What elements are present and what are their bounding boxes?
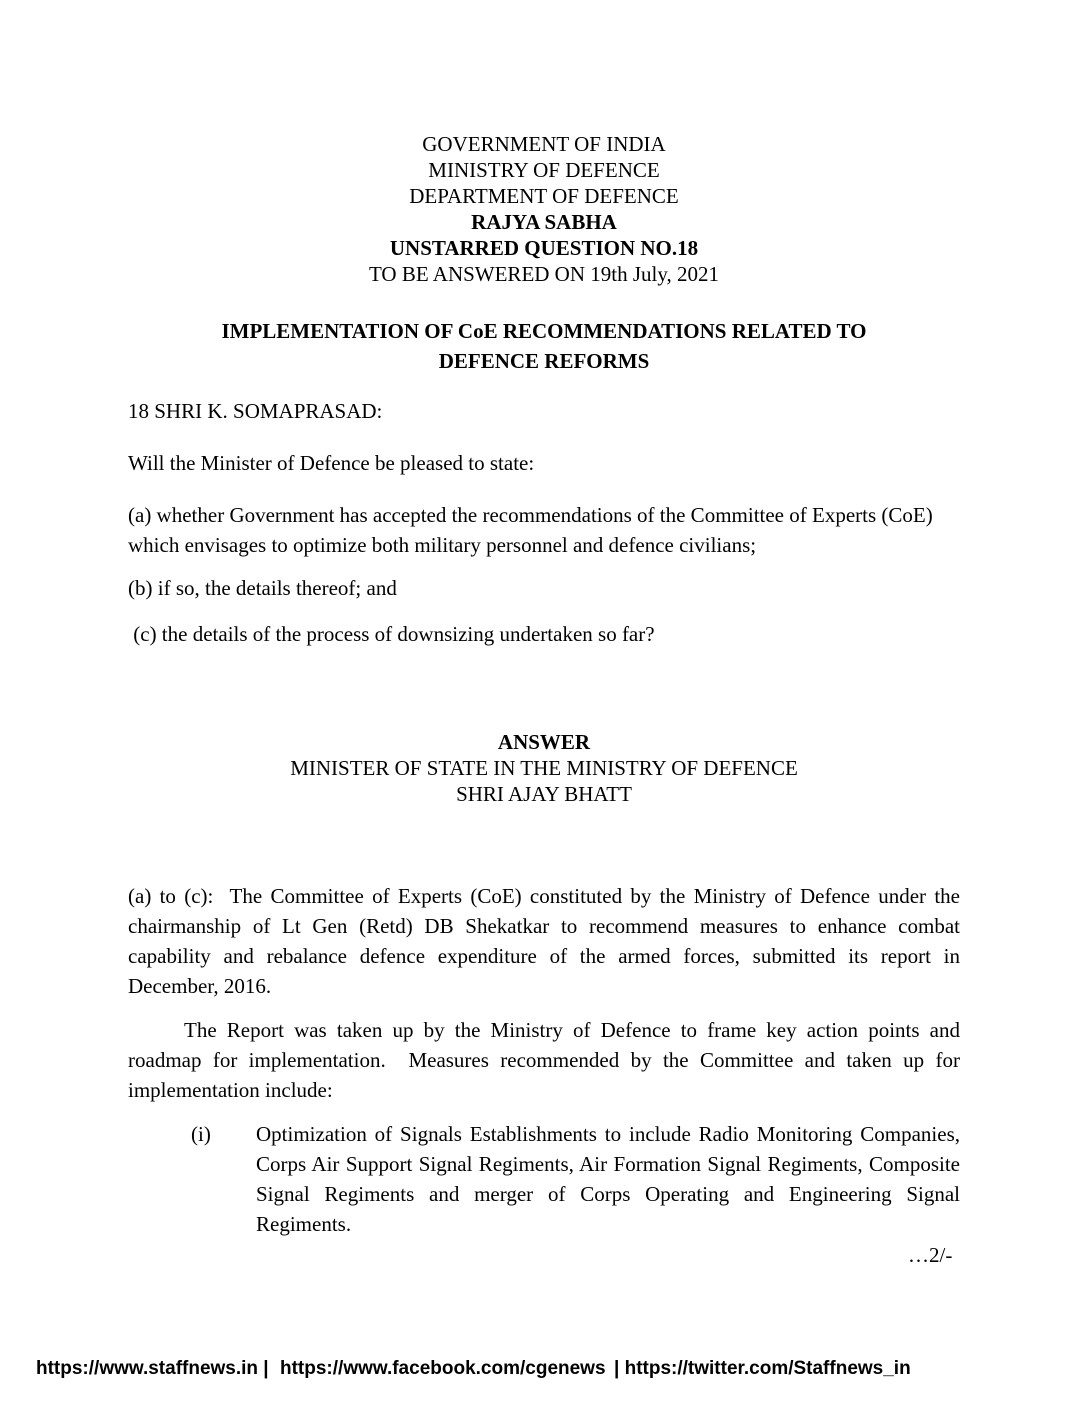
subject-line-1: IMPLEMENTATION OF CoE RECOMMENDATIONS RELATED TO xyxy=(221,319,867,343)
header-government: GOVERNMENT OF INDIA xyxy=(422,132,666,156)
answer-heading: ANSWER xyxy=(497,730,591,754)
list-item-label: (i) xyxy=(191,1122,211,1146)
question-intro: Will the Minister of Defence be pleased to state: xyxy=(128,451,535,475)
question-subject xyxy=(0,316,1088,376)
header-department: DEPARTMENT OF DEFENCE xyxy=(409,184,679,208)
header-answer-date: TO BE ANSWERED ON 19th July, 2021 xyxy=(368,262,719,286)
list-item-text: Optimization of Signals Establishments to include Radio Monitoring Companies, Corps Air Support Signal Regiments, Air Formation Signal Regiments, Composite Signal Regiments and merger of Corps Operating and Engineering Signal Regiments. xyxy=(256,1122,960,1236)
page-continuation: …2/- xyxy=(908,1243,953,1267)
subject-line-2: DEFENCE REFORMS xyxy=(438,349,650,373)
question-part-c: (c) the details of the process of downsizing undertaken so far? xyxy=(128,622,655,646)
answer-header xyxy=(0,729,1088,807)
answer-paragraph-1: (a) to (c): The Committee of Experts (CoE) constituted by the Ministry of Defence under the chairmanship of Lt Gen (Retd) DB Shekatkar to recommend measures to enhance combat capability and rebalance defence expenditure of the armed forces, submitted its report in December, 2016. xyxy=(128,884,966,998)
minister-title: MINISTER OF STATE IN THE MINISTRY OF DEFENCE xyxy=(290,756,798,780)
footer-link-twitter[interactable]: | https://twitter.com/Staffnews_in xyxy=(614,1358,911,1379)
footer-link-facebook[interactable]: https://www.facebook.com/cgenews xyxy=(280,1358,606,1379)
minister-name: SHRI AJAY BHATT xyxy=(456,782,632,806)
question-part-b: (b) if so, the details thereof; and xyxy=(128,576,397,600)
header-house: RAJYA SABHA xyxy=(471,210,617,234)
header-ministry: MINISTRY OF DEFENCE xyxy=(428,158,660,182)
header-question-number: UNSTARRED QUESTION NO.18 xyxy=(389,236,699,260)
footer-link-staffnews[interactable]: https://www.staffnews.in | xyxy=(36,1358,269,1379)
answer-paragraph-2: The Report was taken up by the Ministry of Defence to frame key action points and roadmap for implementation. Measures recommended by the Committee and taken up for implementation include: xyxy=(128,1018,966,1102)
member-name: 18 SHRI K. SOMAPRASAD: xyxy=(128,399,383,423)
document-header xyxy=(0,131,1088,287)
question-part-a: (a) whether Government has accepted the recommendations of the Committee of Experts (CoE) which envisages to optimize both military personnel and defence civilians; xyxy=(128,503,933,557)
